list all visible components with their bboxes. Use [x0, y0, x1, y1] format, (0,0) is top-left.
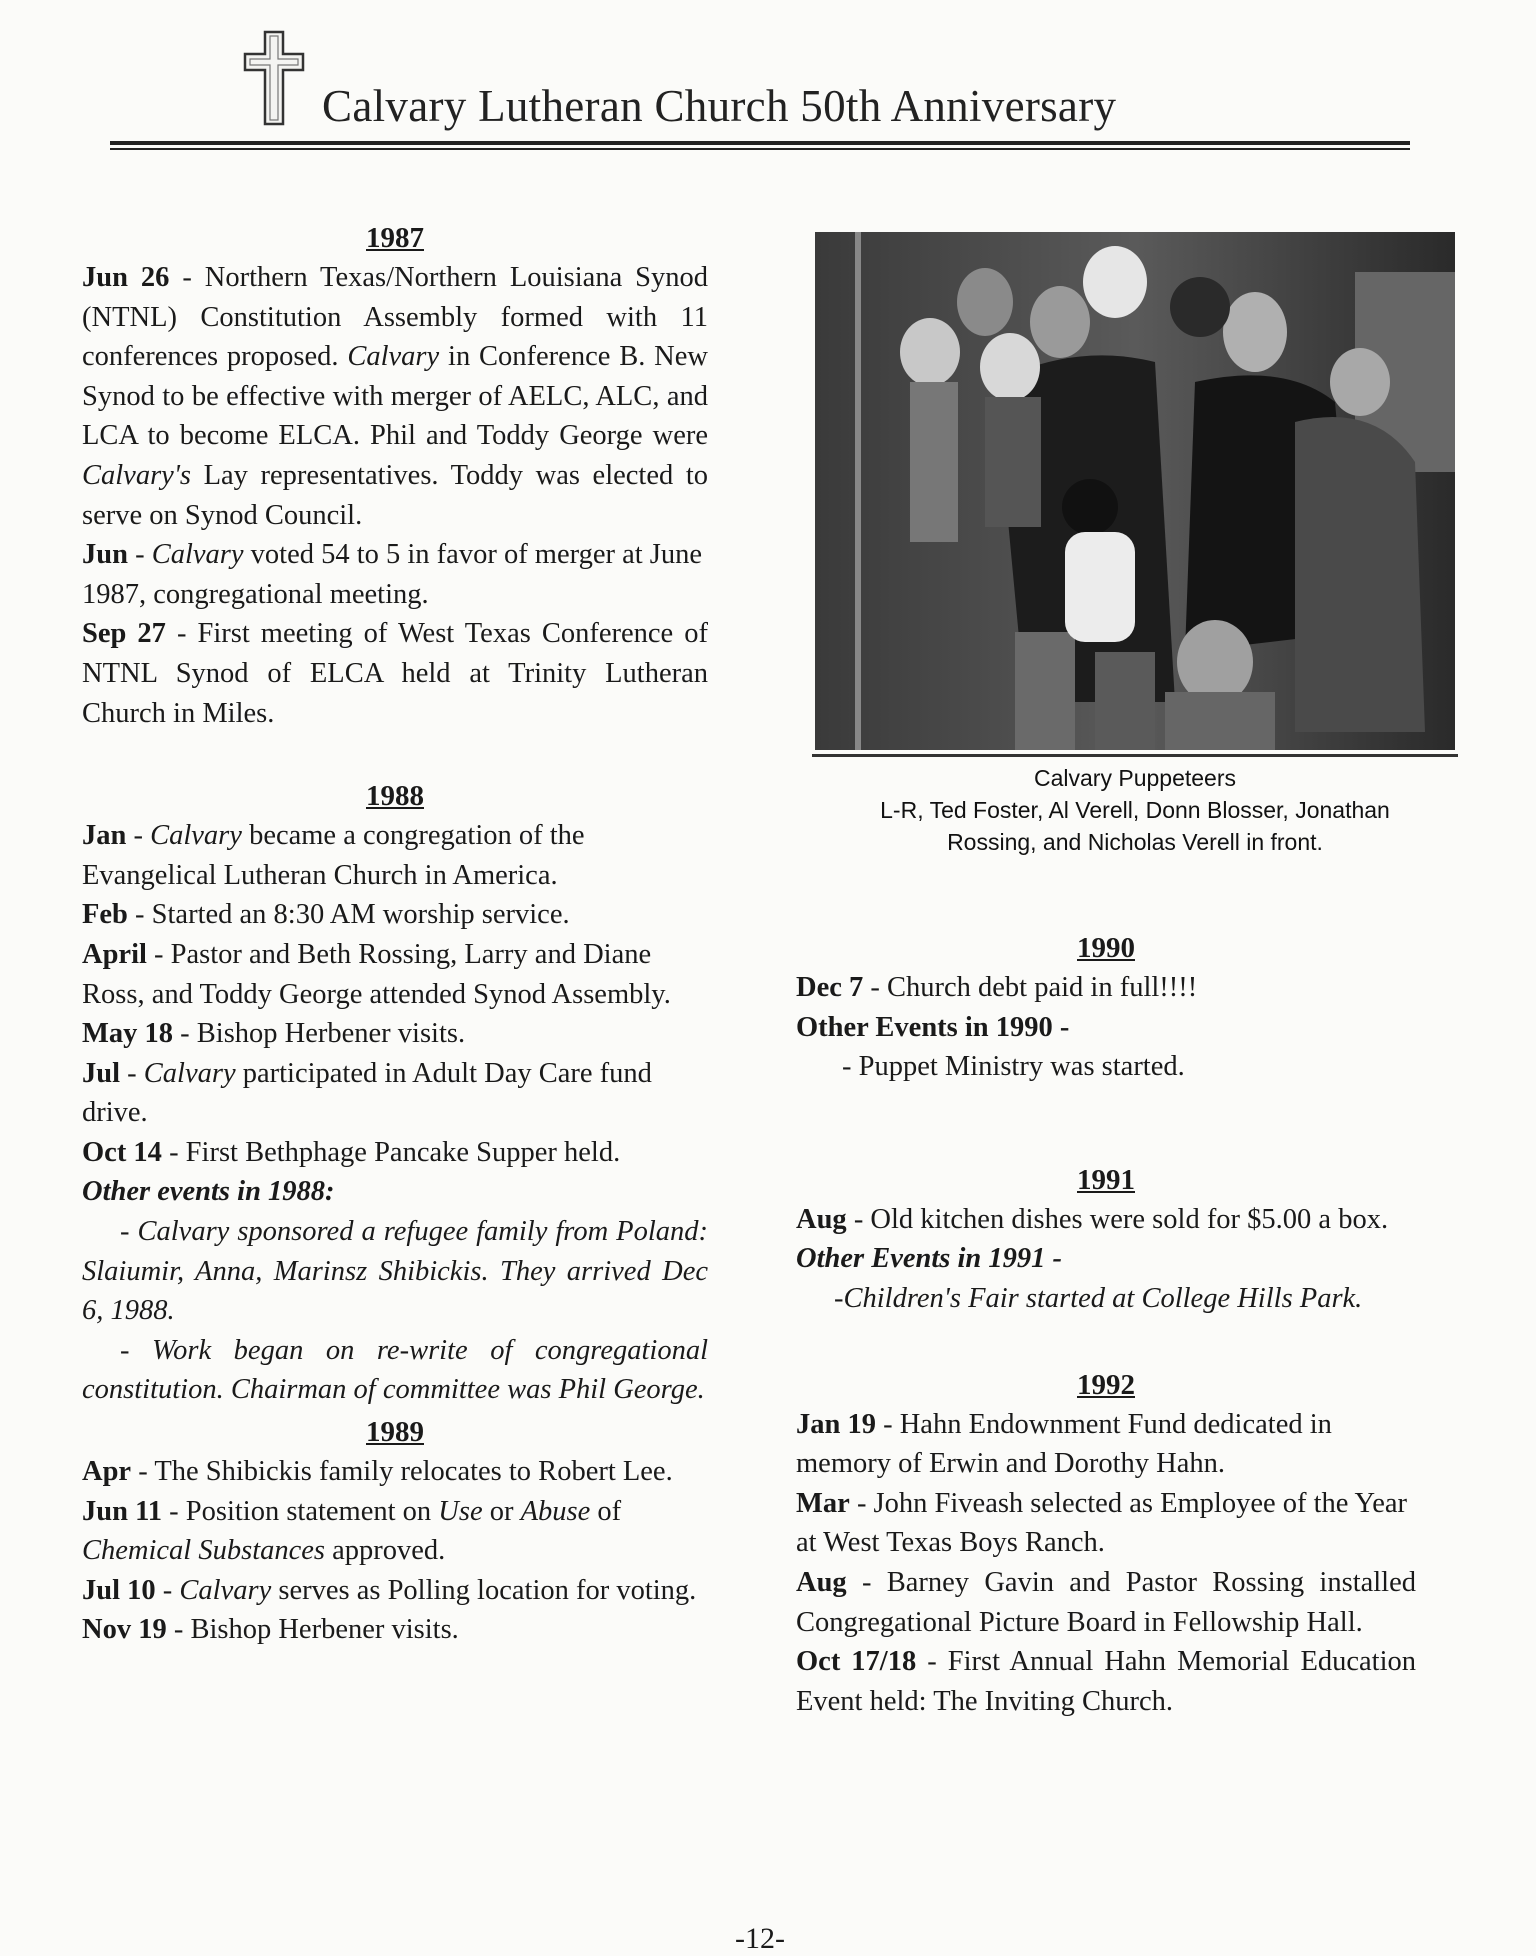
- entry-text: - Old kitchen dishes were sold for $5.00 a box.: [846, 1203, 1389, 1235]
- entry-1988-jul: [82, 1054, 708, 1133]
- entry-text: - First meeting of West Texas Conference of NTNL Synod of ELCA held at Trinity Lutheran Church in Miles.: [82, 618, 708, 729]
- entry-date: Jul: [82, 1057, 121, 1089]
- italic-text: Chemical Substances: [82, 1535, 326, 1567]
- entry-1989-jul10: [82, 1571, 708, 1611]
- header-rule-thin: [110, 148, 1410, 150]
- entry-text: - First Bethphage Pancake Supper held.: [161, 1136, 621, 1168]
- entry-1989-jun11: [82, 1492, 708, 1571]
- entry-1992-oct17-18: [796, 1642, 1416, 1721]
- other-events-heading-1991: Other Events in 1991 -: [796, 1243, 1063, 1275]
- entry-date: Mar: [796, 1487, 850, 1519]
- entry-text: - Pastor and Beth Rossing, Larry and Diane Ross, and Toddy George attended Synod Assembly.: [82, 938, 671, 1010]
- entry-date: Jul 10: [82, 1574, 156, 1606]
- other-events-heading-1990: Other Events in 1990 -: [796, 1011, 1070, 1043]
- caption-line: Rossing, and Nicholas Verell in front.: [947, 829, 1323, 855]
- entry-date: Jun: [82, 539, 128, 571]
- entry-1992-aug: [796, 1563, 1416, 1642]
- entry-date: Aug: [796, 1203, 847, 1235]
- entry-date: Apr: [82, 1456, 132, 1488]
- italic-text: Use: [438, 1495, 483, 1527]
- left-column: [82, 218, 708, 1650]
- entry-1988-may18: [82, 1014, 708, 1054]
- page-title: Calvary Lutheran Church 50th Anniversary: [322, 81, 1117, 131]
- entry-text: serves as Polling location for voting.: [271, 1574, 697, 1606]
- puppeteers-photo: [815, 232, 1455, 750]
- entry-text: - The Shibickis family relocates to Robert Lee.: [131, 1456, 673, 1488]
- italic-text: Abuse: [520, 1495, 591, 1527]
- other-event-1990-puppet: - Puppet Ministry was started.: [842, 1051, 1185, 1083]
- entry-text: -: [120, 1057, 144, 1089]
- entry-text: - Started an 8:30 AM worship service.: [127, 899, 570, 931]
- entry-1987-jun: [82, 535, 708, 614]
- entry-text: -: [126, 820, 151, 852]
- entry-1987-jun26: [82, 258, 708, 535]
- entry-text: - Barney Gavin and Pastor Rossing installed Congregational Picture Board in Fellowship Hall.: [796, 1566, 1416, 1638]
- entry-text: - Hahn Endownment Fund dedicated in memory of Erwin and Dorothy Hahn.: [796, 1408, 1332, 1480]
- entry-text: - First Annual Hahn Memorial Education Event held: The Inviting Church.: [796, 1646, 1416, 1717]
- other-event-1991-fair: -Children's Fair started at College Hills Park.: [834, 1282, 1363, 1314]
- header-rule: [110, 141, 1410, 145]
- year-heading-1987: 1987: [366, 222, 424, 254]
- entry-text: or: [482, 1495, 521, 1527]
- entry-1988-oct14: [82, 1133, 708, 1173]
- entry-date: Oct 14: [82, 1136, 162, 1168]
- entry-text: in Conference B. New Synod to be effective with merger of AELC, ALC, and LCA to become ELCA. Phil and Toddy George were: [82, 341, 708, 452]
- year-heading-1990: 1990: [1077, 932, 1135, 964]
- entry-1987-sep27: [82, 614, 708, 733]
- other-event-1988-constitution: - Work began on re-write of congregational constitution. Chairman of committee was Phil George.: [82, 1334, 708, 1406]
- entry-text: voted 54 to 5 in favor of merger at June 1987, congregational meeting.: [82, 539, 703, 610]
- entry-text: - Bishop Herbener visits.: [166, 1614, 459, 1646]
- entry-date: Jun 11: [82, 1495, 163, 1527]
- entry-1991-aug: [796, 1200, 1416, 1240]
- entry-date: April: [82, 938, 147, 970]
- entry-text: -: [127, 539, 152, 571]
- entry-text: of: [590, 1495, 622, 1527]
- entry-date: Aug: [796, 1566, 847, 1598]
- photo-rule: [812, 754, 1458, 757]
- other-event-1988-refugee: - Calvary sponsored a refugee family from Poland: Slaiumir, Anna, Marinsz Shibickis. They arrived Dec 6, 1988.: [82, 1216, 708, 1327]
- entry-date: Jan: [82, 820, 127, 852]
- entry-text: became a congregation of the Evangelical Lutheran Church in America.: [82, 820, 585, 891]
- caption-line: Calvary Puppeteers: [1034, 765, 1236, 791]
- entry-1992-jan19: [796, 1405, 1416, 1484]
- entry-text: - Position statement on: [162, 1495, 439, 1527]
- cross-icon: [243, 30, 305, 126]
- calvary-text: Calvary: [179, 1574, 272, 1606]
- entry-text: Lay representatives. Toddy was elected to serve on Synod Council.: [82, 459, 708, 531]
- entry-date: Oct 17/18: [796, 1646, 917, 1678]
- year-heading-1988: 1988: [366, 780, 424, 813]
- year-heading-1989: 1989: [366, 1416, 424, 1449]
- photo-caption: [790, 762, 1480, 858]
- entry-text: approved.: [325, 1535, 446, 1567]
- calvary-text: Calvary: [347, 341, 440, 373]
- entry-text: - Church debt paid in full!!!!: [863, 972, 1198, 1003]
- other-events-heading-1988: Other events in 1988:: [82, 1176, 335, 1208]
- entry-1988-feb: [82, 895, 708, 935]
- calvary-text: Calvary: [151, 539, 244, 571]
- calvary-text: Calvary's: [82, 459, 192, 491]
- caption-line: L-R, Ted Foster, Al Verell, Donn Blosser, Jonathan: [880, 797, 1390, 823]
- entry-1990-dec7: [796, 968, 1416, 1008]
- page-number: -12-: [735, 1922, 785, 1955]
- entry-text: - Bishop Herbener visits.: [173, 1018, 466, 1050]
- entry-1988-april: [82, 935, 708, 1014]
- entry-date: Sep 27: [82, 618, 166, 650]
- year-heading-1992: 1992: [1077, 1368, 1135, 1401]
- entry-1988-jan: [82, 816, 708, 895]
- entry-text: - Northern Texas/Northern Louisiana Synod (NTNL) Constitution Assembly formed with 11 conferences proposed.: [82, 262, 709, 373]
- entry-1989-apr: [82, 1452, 708, 1492]
- entry-1989-nov19: [82, 1610, 708, 1650]
- photo-illustration: [815, 232, 1455, 750]
- calvary-text: Calvary: [143, 1057, 236, 1089]
- entry-text: - John Fiveash selected as Employee of the Year at West Texas Boys Ranch.: [796, 1487, 1408, 1559]
- entry-1992-mar: [796, 1484, 1416, 1563]
- entry-date: Feb: [82, 899, 128, 931]
- right-column: [796, 928, 1416, 1721]
- entry-text: participated in Adult Day Care fund drive.: [82, 1057, 652, 1129]
- entry-date: Jun 26: [82, 262, 170, 293]
- entry-date: Nov 19: [82, 1614, 167, 1646]
- entry-date: Jan 19: [796, 1408, 876, 1440]
- entry-date: May 18: [82, 1018, 174, 1050]
- entry-date: Dec 7: [796, 972, 864, 1003]
- year-heading-1991: 1991: [1077, 1163, 1135, 1196]
- calvary-text: Calvary: [150, 820, 242, 852]
- entry-text: -: [155, 1574, 180, 1606]
